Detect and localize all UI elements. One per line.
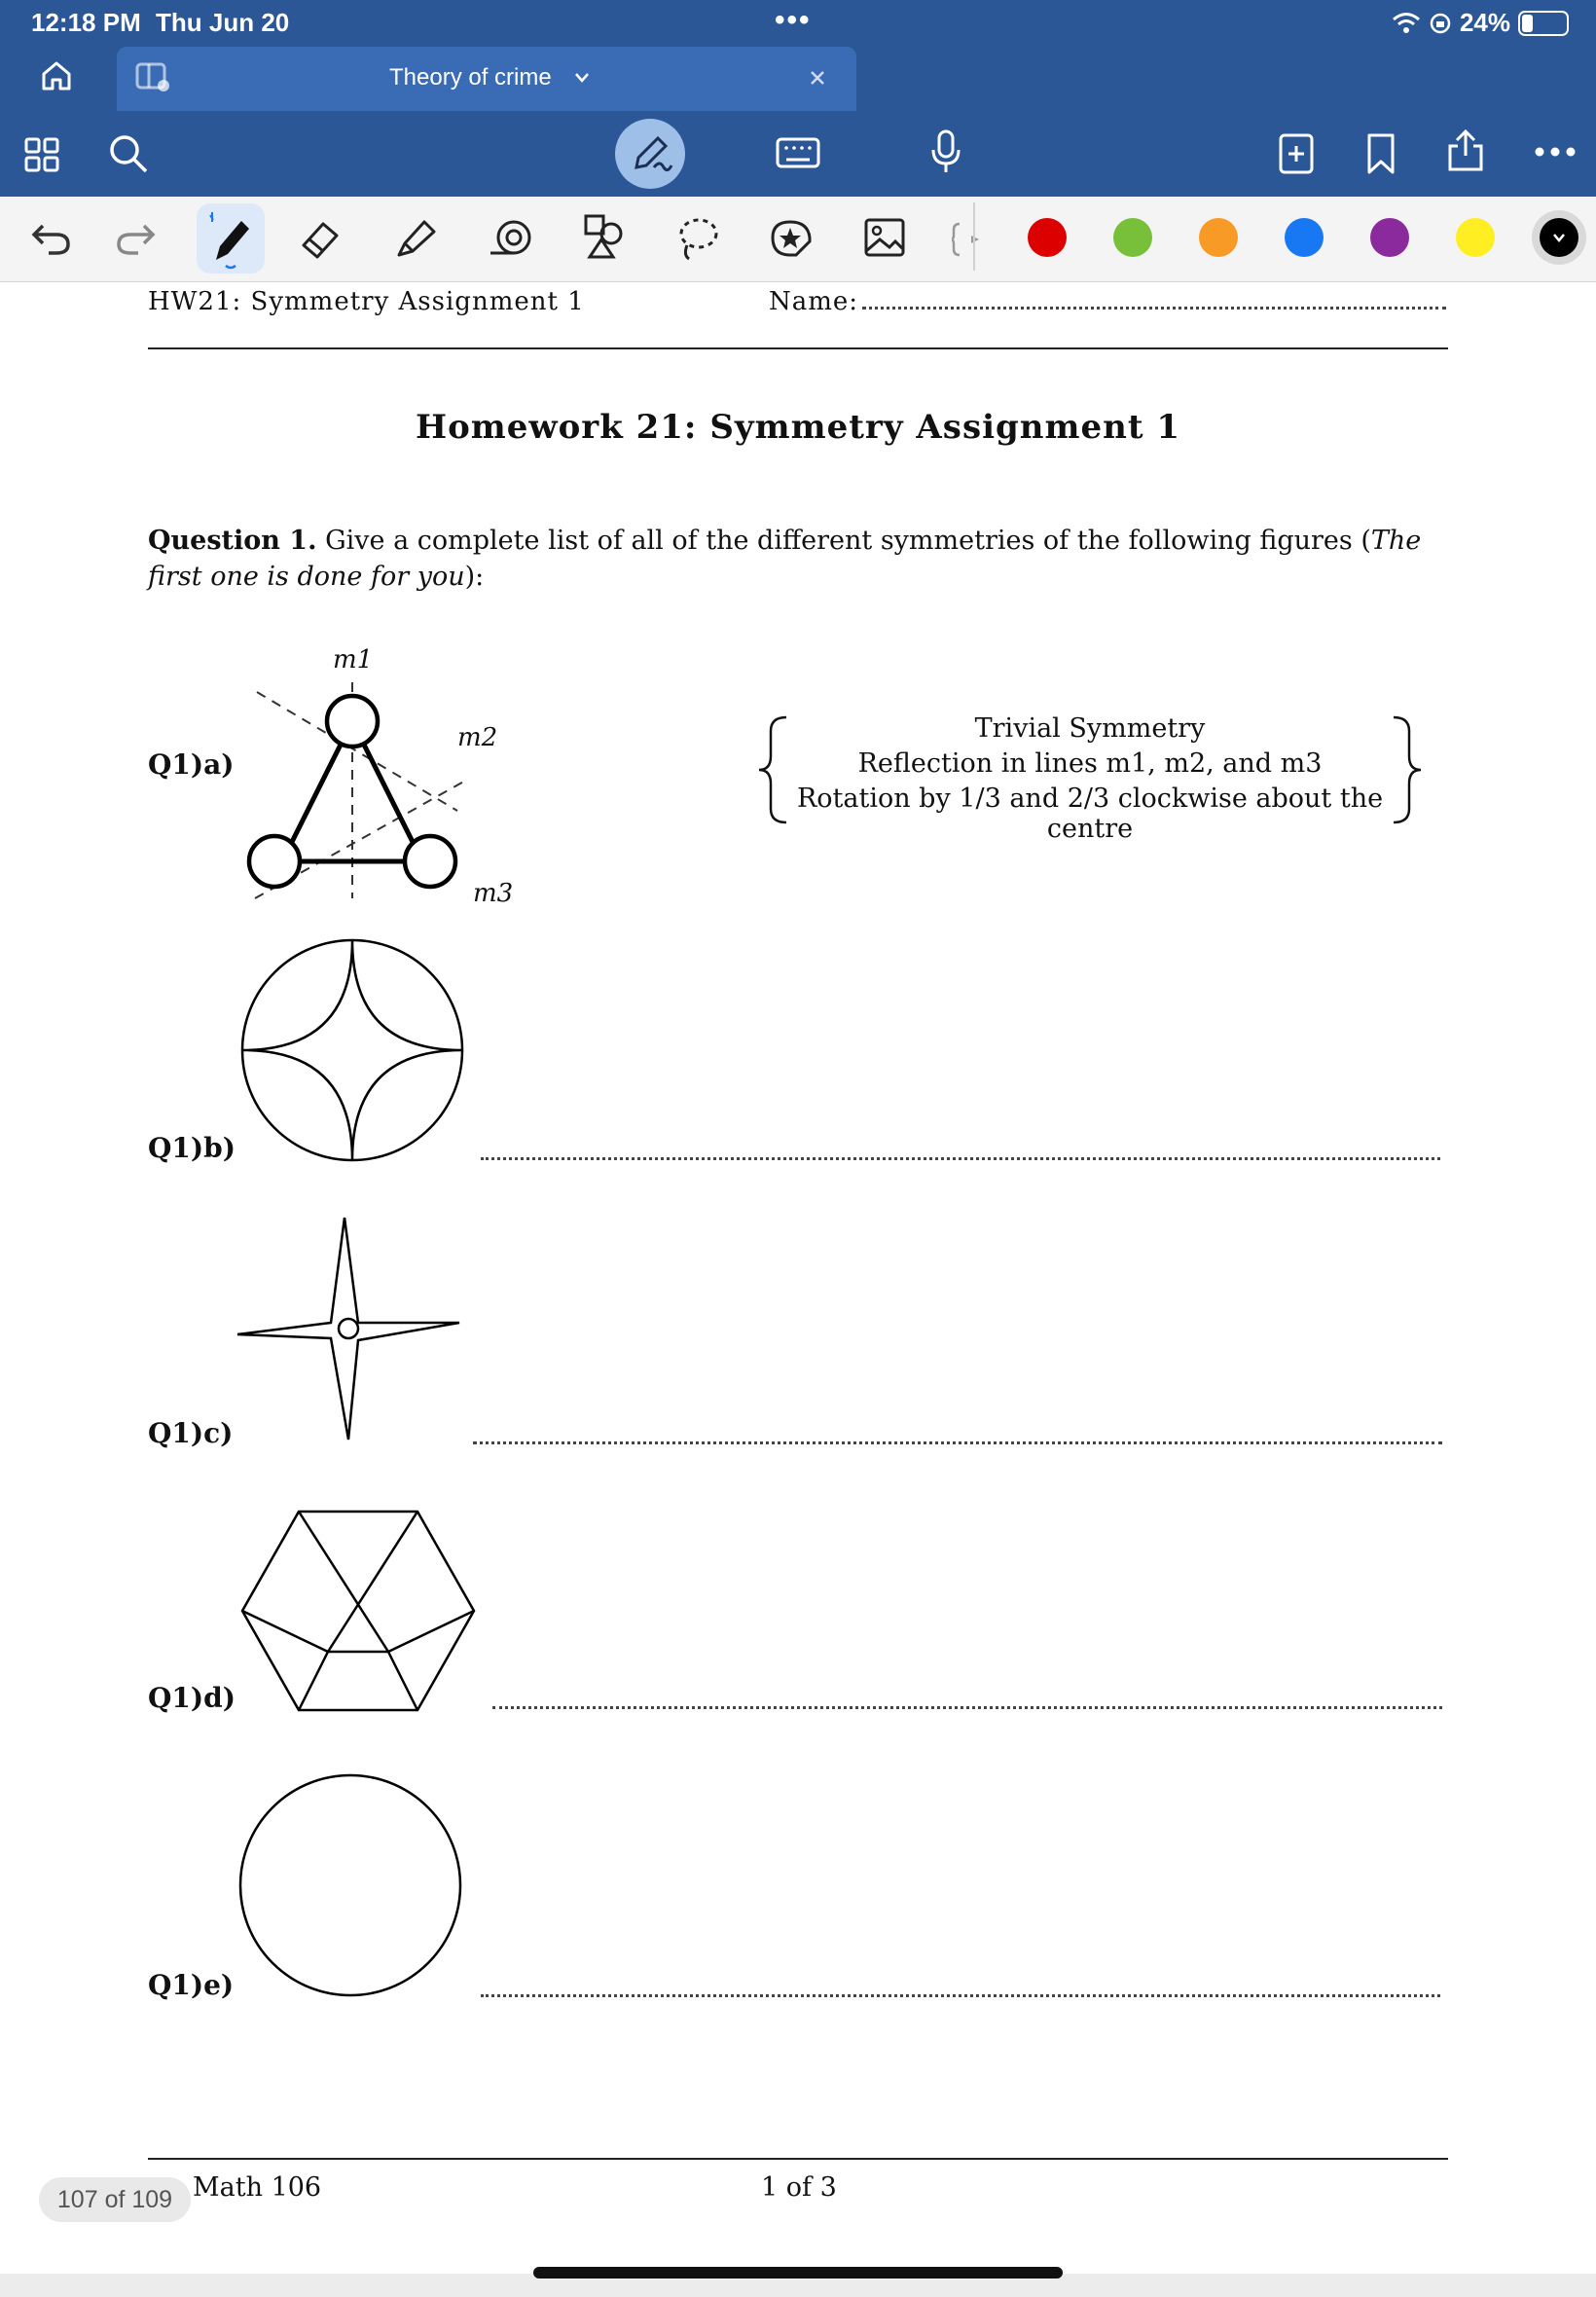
grid-icon[interactable] [23,136,60,173]
color-orange[interactable] [1199,218,1238,257]
tab-title[interactable]: Theory of crime [389,64,552,91]
answer-a-line-1: Trivial Symmetry [974,713,1206,744]
highlighter-icon[interactable] [391,214,440,263]
status-time: 12:18 PM [31,8,141,37]
question-text [148,523,1448,595]
mirror-label-m2: m2 [457,723,498,752]
toolbar-divider [973,202,975,271]
footer-rule [148,2158,1448,2160]
app-header [0,0,1596,197]
pen-mode-icon [615,119,685,189]
home-icon[interactable] [39,58,74,93]
running-header-name: Name: [769,287,859,316]
color-purple[interactable] [1370,218,1409,257]
part-label-d: Q1)d) [148,1682,236,1714]
part-label-a: Q1)a) [148,748,235,781]
question-body: Give a complete list of all of the different symmetries of the following figures ( [325,526,1371,556]
more-icon[interactable] [1534,146,1577,158]
eraser-icon[interactable] [298,216,343,261]
question-italic: The first one is done for you [148,526,1422,592]
part-label-c: Q1)c) [148,1417,234,1449]
bookmark-icon[interactable] [1364,132,1397,175]
mirror-label-m3: m3 [473,879,514,908]
footer-course: Math 106 [193,2172,322,2203]
running-header-left: HW21: Symmetry Assignment 1 [148,287,585,316]
image-icon[interactable] [862,216,907,259]
figure-circle-astroid [237,935,467,1165]
tabs-icon[interactable] [134,60,173,95]
battery-percent: 24% [1459,8,1510,37]
chevron-down-icon [1551,232,1567,243]
answer-a-set [759,711,1421,844]
figure-hexagon [239,1508,479,1714]
answer-line-e[interactable] [481,1994,1440,1997]
color-red[interactable] [1028,218,1067,257]
figure-circle [237,1772,463,1998]
answer-line-d[interactable] [492,1706,1442,1709]
page-indicator[interactable]: 107 of 109 [39,2177,191,2222]
sticker-icon[interactable] [767,216,816,261]
mirror-label-m1: m1 [333,645,374,675]
undo-icon[interactable] [29,218,72,257]
footer-page-number: 1 of 3 [761,2172,837,2203]
figure-triangle [224,643,535,906]
share-icon[interactable] [1444,128,1487,173]
color-black-selected[interactable] [1532,210,1586,265]
status-date: Thu Jun 20 [156,8,290,37]
shapes-icon[interactable] [580,212,629,263]
pen-tool-button[interactable] [197,203,265,273]
lasso-icon[interactable] [675,214,720,263]
name-answer-line [862,307,1446,310]
color-blue[interactable] [1285,218,1324,257]
text-icon[interactable] [952,220,985,259]
home-indicator[interactable] [533,2267,1063,2279]
answer-line-c[interactable] [473,1441,1442,1444]
answer-line-b[interactable] [481,1157,1440,1160]
tape-icon[interactable] [487,214,535,263]
pen-icon [197,203,265,273]
search-icon[interactable] [107,132,150,175]
part-label-e: Q1)e) [148,1969,235,2001]
status-indicators [1392,8,1569,38]
chevron-down-icon[interactable] [572,68,592,88]
page-title: Homework 21: Symmetry Assignment 1 [415,408,1181,447]
orientation-lock-icon [1429,12,1452,35]
multitasking-dots[interactable]: ••• [775,4,812,36]
document-page[interactable] [0,283,1596,2274]
color-yellow[interactable] [1456,218,1495,257]
battery-icon [1518,11,1569,36]
answer-a-line-2: Reflection in lines m1, m2, and m3 [857,748,1323,779]
header-rule [148,347,1448,349]
question-label: Question 1. [148,526,317,556]
color-green[interactable] [1113,218,1152,257]
pen-mode-button[interactable] [615,119,685,189]
figure-star [234,1216,467,1441]
answer-a-line-3: Rotation by 1/3 and 2/3 clockwise about the centre [796,784,1384,844]
wifi-icon [1392,12,1421,35]
microphone-icon[interactable] [928,128,963,175]
close-icon[interactable] [808,68,827,88]
keyboard-icon[interactable] [775,136,821,169]
question-end: ): [464,562,485,592]
redo-icon[interactable] [115,218,158,257]
part-label-b: Q1)b) [148,1132,236,1164]
add-page-icon[interactable] [1277,132,1316,175]
